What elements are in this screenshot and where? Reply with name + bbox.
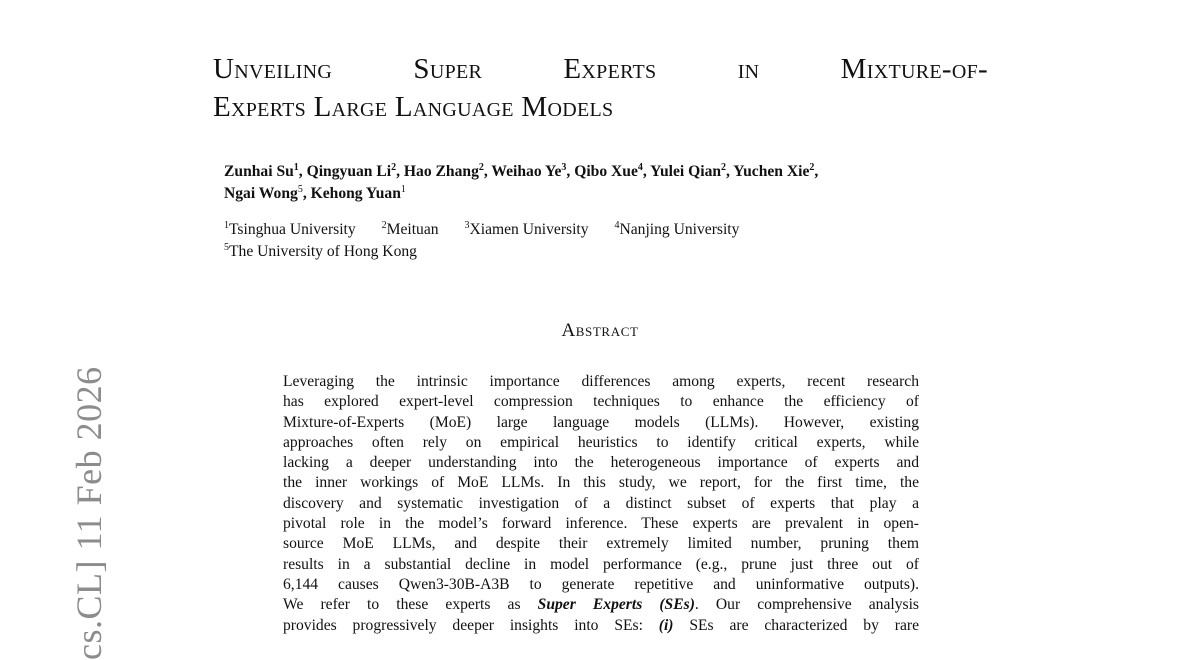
list-marker: (i) [658,616,674,634]
affiliation: $^3$Xiamen University [464,219,589,238]
author: Yulei Qian$^2$ [650,161,727,180]
title-word: Experts [563,53,657,85]
affiliation: $^2$Meituan [381,219,439,238]
abstract-line: Mixture-of-Experts (MoE) large language models (LLMs). However, existing [283,413,919,431]
abstract-line: approaches often rely on empirical heuristics to identify critical experts, while [283,433,919,451]
title-word: in [737,53,760,85]
abstract-line: results in a substantial decline in model performance (e.g., prune just three out of [283,555,919,573]
abstract-line: We refer to these experts as Super Experts (SEs). Our comprehensive analysis [283,596,919,614]
abstract-line: the inner workings of MoE LLMs. In this study, we report, for the first time, the [283,474,919,492]
author: Zunhai Su$^1$ [224,161,299,180]
abstract-heading: Abstract [561,320,639,341]
author: Qibo Xue$^4$ [574,161,643,180]
title-line-2: Experts Large Language Models [213,91,614,123]
abstract-line: has explored expert-level compression techniques to enhance the efficiency of [283,393,919,411]
super-experts-term: Super Experts (SEs) [537,596,695,614]
author: Weihao Ye$^3$ [491,161,567,180]
title-word: Unveiling [213,53,333,85]
affiliation-list [224,219,994,263]
abstract-line: Leveraging the intrinsic importance differences among experts, recent research [283,373,919,390]
author: Ngai Wong$^5$ [224,183,303,202]
abstract-body [283,372,919,636]
affiliation: $^4$Nanjing University [614,219,740,238]
abstract-line: lacking a deeper understanding into the heterogeneous importance of experts and [283,454,919,472]
title-word: Super [413,53,483,85]
affiliation: $^1$Tsinghua University [224,219,356,238]
author-list: Zunhai Su$^1$, Qingyuan Li$^2$, Hao Zhang$^2$, Weihao Ye$^3$, Qibo Xue$^4$, Yulei Qian$^2$, Yuchen Xie$^2$, Ngai Wong$^5$, Kehong Yuan$^1$ [224,161,819,202]
author: Qingyuan Li$^2$ [306,161,397,180]
title-line-1 [213,50,988,88]
abstract-line: 6,144 causes Qwen3-30B-A3B to generate repetitive and uninformative outputs). [283,575,919,593]
arxiv-side-stamp [30,330,109,660]
abstract-line: discovery and systematic investigation of a distinct subset of experts that play a [283,494,919,512]
abstract-line: pivotal role in the model’s forward inference. These experts are prevalent in open- [283,515,919,533]
arxiv-stamp-text: cs.CL] 11 Feb 2026 [69,366,109,660]
author: Hao Zhang$^2$ [403,161,484,180]
author: Kehong Yuan$^1$ [310,183,406,202]
abstract-line: provides progressively deeper insights into SEs: (i) SEs are characterized by rare [283,616,919,634]
author: Yuchen Xie$^2$ [733,161,815,180]
affiliation: $^5$The University of Hong Kong [224,241,417,260]
abstract-line: source MoE LLMs, and despite their extremely limited number, pruning them [283,535,919,553]
paper-title [213,50,988,126]
title-word: Mixture-of- [840,53,988,85]
